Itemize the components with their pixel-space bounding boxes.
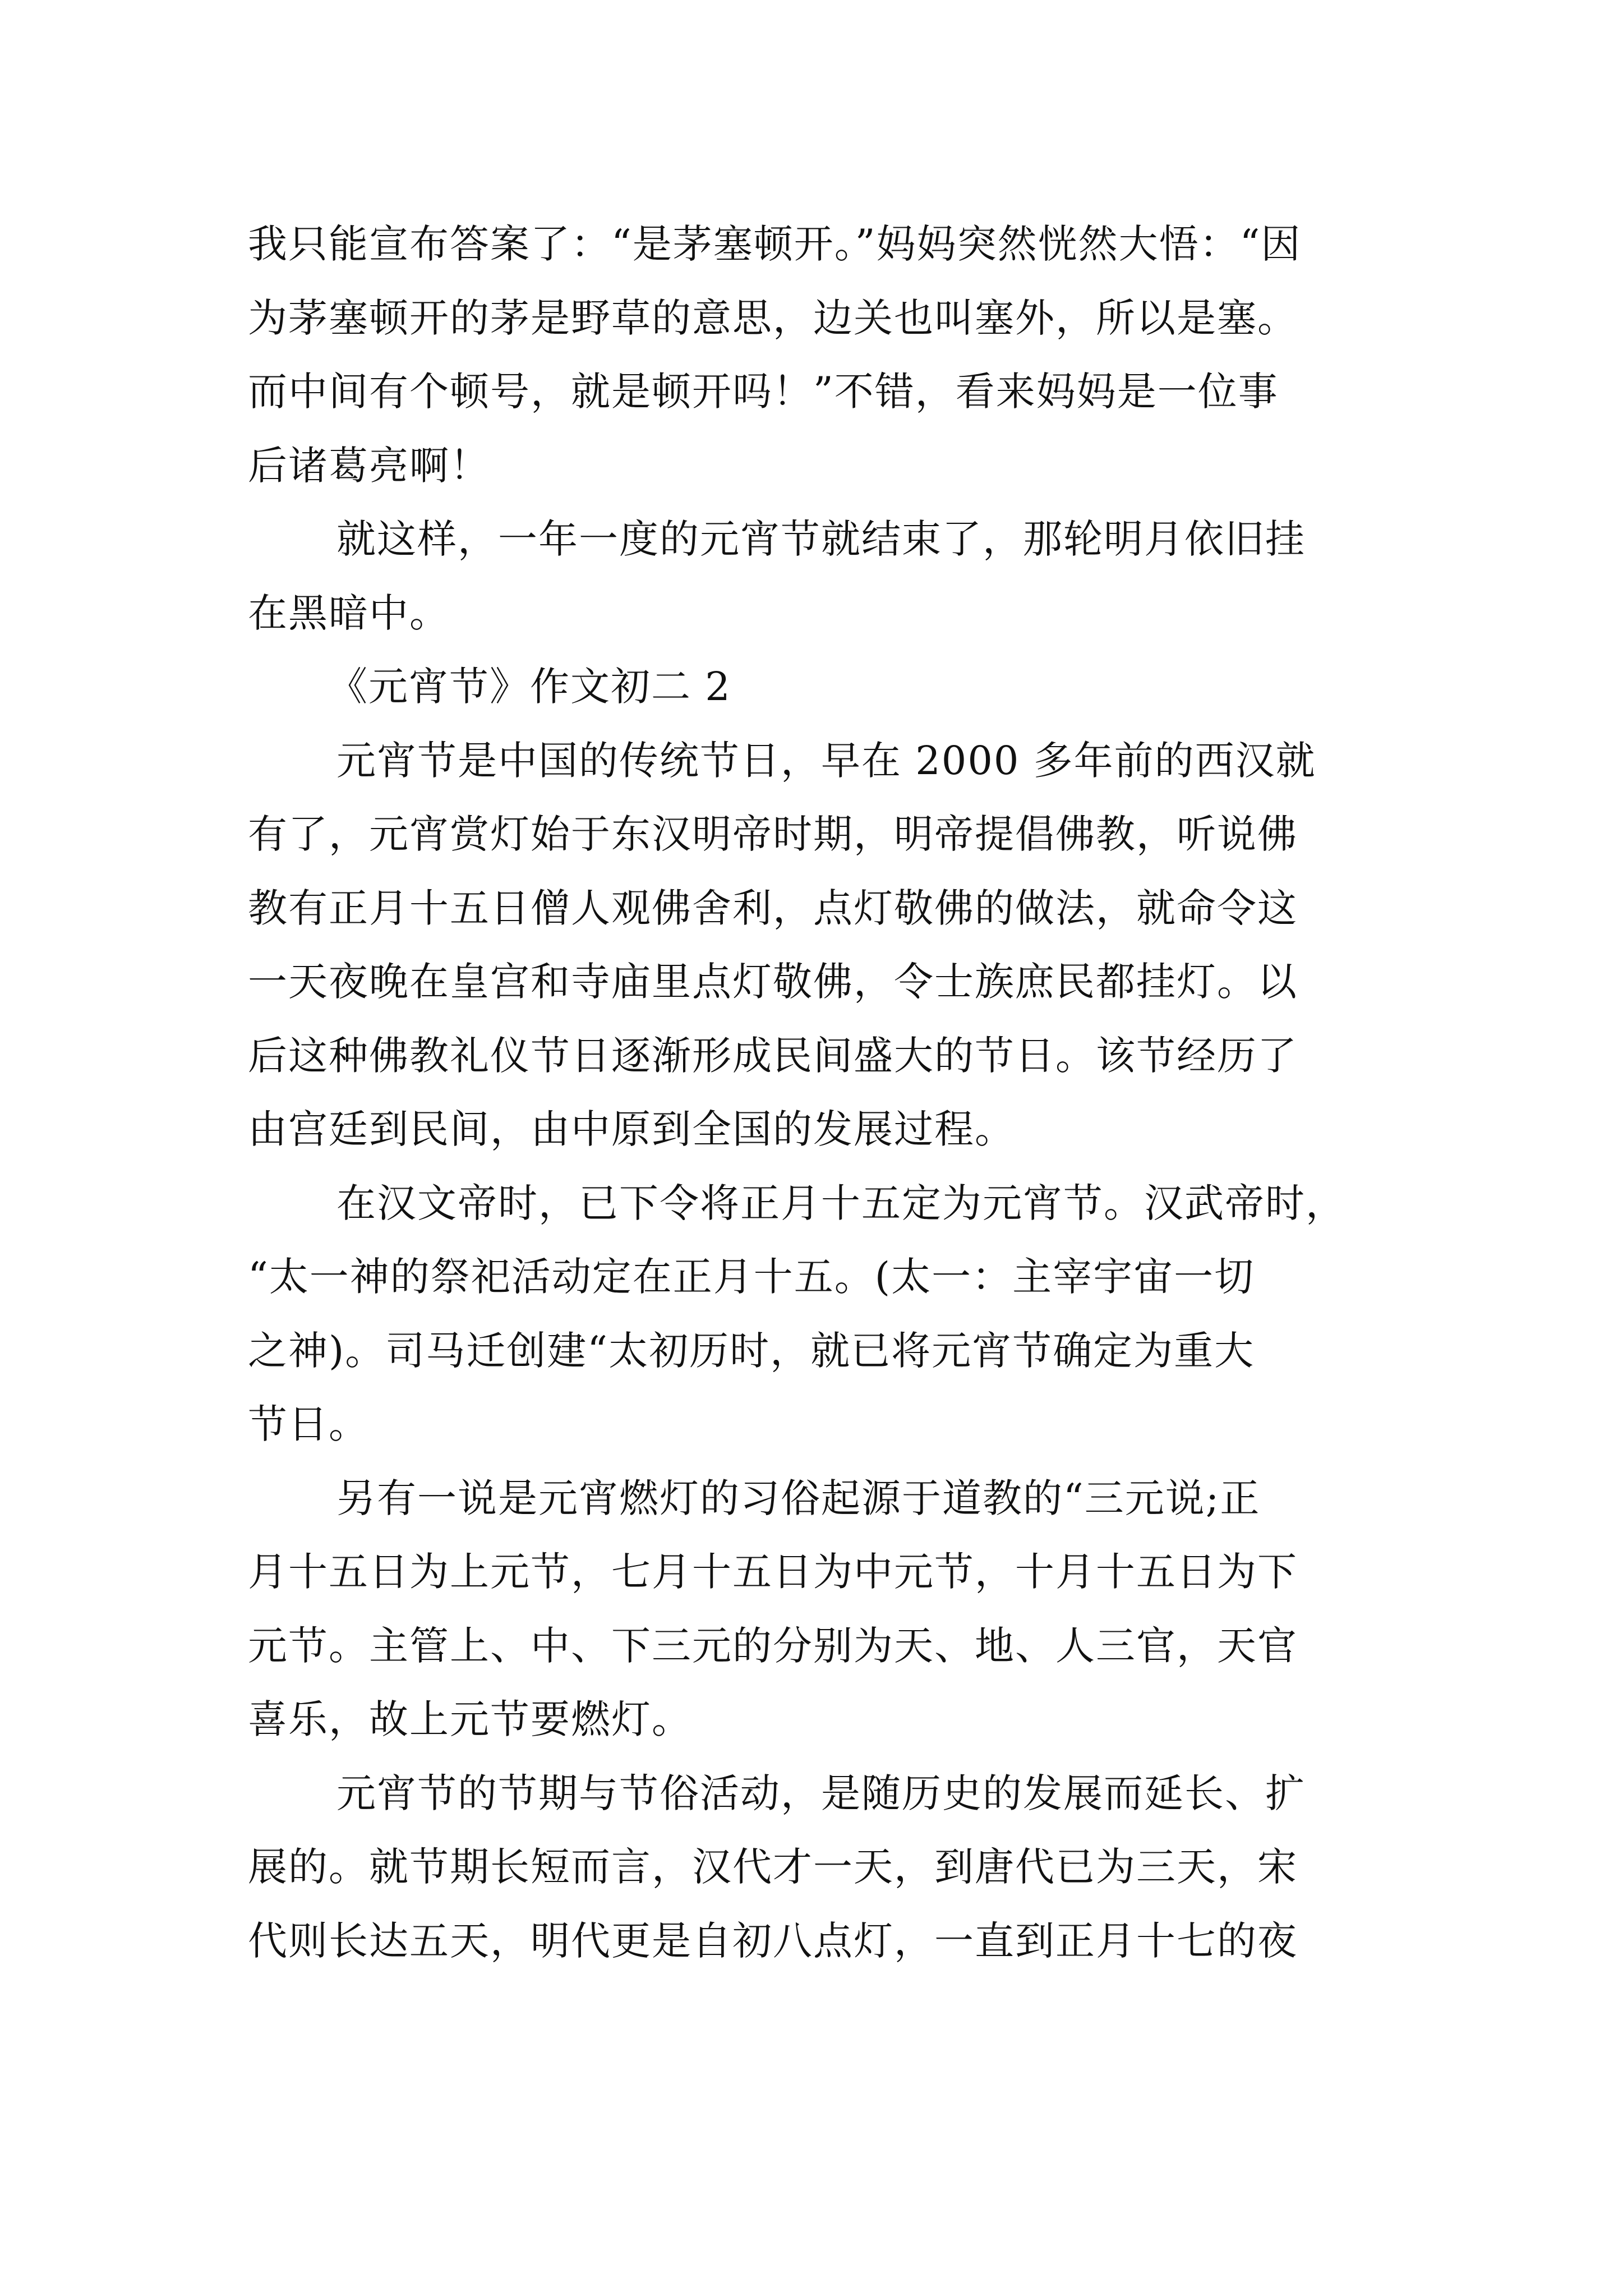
text-line: 为茅塞顿开的茅是野草的意思，边关也叫塞外，所以是塞。 [248,295,1298,341]
section-heading: 《元宵节》作文初二 2 [328,664,731,710]
text-line: 而中间有个顿号，就是顿开吗！”不错，看来妈妈是一位事 [248,369,1279,415]
text-line: 喜乐，故上元节要燃灯。 [248,1696,692,1742]
text-line: 代则长达五天，明代更是自初八点灯，一直到正月十七的夜 [248,1918,1298,1964]
text-line: 元宵节是中国的传统节日，早在 2000 多年前的西汉就 [336,738,1316,784]
text-line: 后诸葛亮啊！ [248,443,490,489]
text-line: 在黑暗中。 [248,590,450,636]
text-line: 教有正月十五日僧人观佛舍利，点灯敬佛的做法，就命令这 [248,885,1298,931]
text-line: 元宵节的节期与节俗活动，是随历史的发展而延长、扩 [336,1770,1306,1816]
text-line: “太一神的祭祀活动定在正月十五。(太一：主宰宇宙一切 [248,1254,1255,1300]
text-line: 有了，元宵赏灯始于东汉明帝时期，明帝提倡佛教，听说佛 [248,811,1298,857]
text-line: 在汉文帝时，已下令将正月十五定为元宵节。汉武帝时， [336,1180,1346,1226]
text-line: 节日。 [248,1401,369,1447]
text-line: 之神)。司马迁创建“太初历时，就已将元宵节确定为重大 [248,1328,1255,1374]
text-line: 后这种佛教礼仪节日逐渐形成民间盛大的节日。该节经历了 [248,1033,1298,1079]
text-line: 月十五日为上元节，七月十五日为中元节，十月十五日为下 [248,1549,1298,1595]
text-line: 由宫廷到民间，由中原到全国的发展过程。 [248,1106,1015,1152]
text-line: 另有一说是元宵燃灯的习俗起源于道教的“三元说;正 [336,1475,1261,1521]
text-line: 就这样，一年一度的元宵节就结束了，那轮明月依旧挂 [336,516,1306,562]
text-line: 展的。就节期长短而言，汉代才一天，到唐代已为三天，宋 [248,1844,1298,1890]
text-line: 元节。主管上、中、下三元的分别为天、地、人三官，天官 [248,1623,1298,1669]
text-line: 一天夜晚在皇宫和寺庙里点灯敬佛，令士族庶民都挂灯。以 [248,959,1298,1005]
text-line: 我只能宣布答案了：“是茅塞顿开。”妈妈突然恍然大悟：“因 [248,221,1302,267]
